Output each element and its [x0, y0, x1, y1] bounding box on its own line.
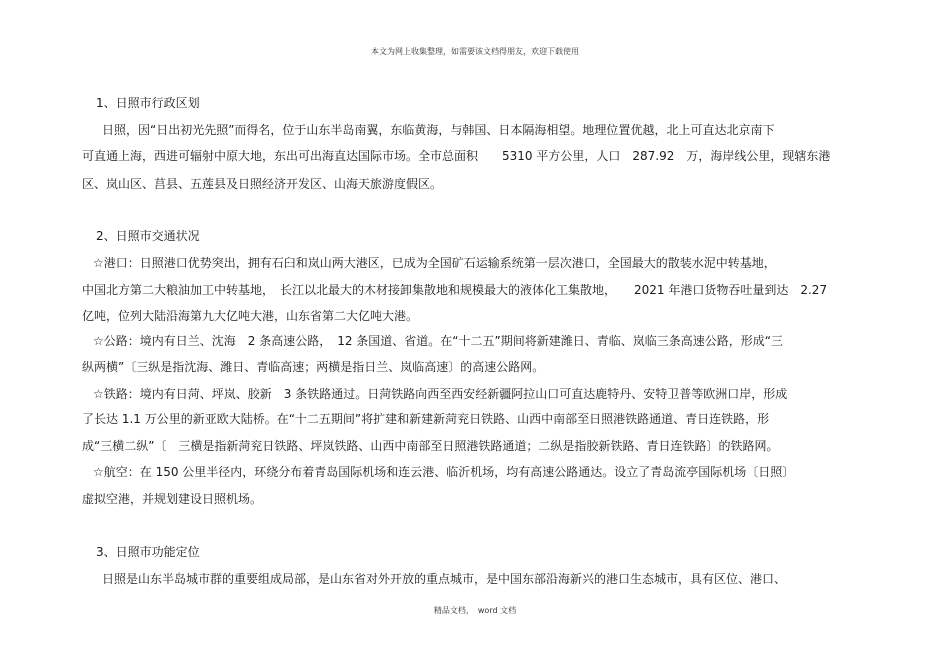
- paragraph-line: 亿吨，位列大陆沿海第九大亿吨大港，山东省第二大亿吨大港。: [82, 309, 419, 323]
- section-heading-admin: 1、日照市行政区划: [96, 96, 200, 110]
- paragraph-line: 可直通上海，西进可辐射中原大地，东出可出海直达国际市场。全市总面积 5310 平方公里，人口 287.92 万，海岸线公里，现辖东港: [82, 149, 831, 163]
- paragraph-line: 日照是山东半岛城市群的重要组成局部，是山东省对外开放的重点城市，是中国东部沿海新兴的港口生态城市，具有区位、港口、: [102, 572, 787, 586]
- paragraph-line: 纵两横”〔三纵是指沈海、潍日、青临高速；两横是指日兰、岚临高速〕的高速公路网。: [82, 360, 545, 374]
- paragraph-line: 区、岚山区、莒县、五莲县及日照经济开发区、山海天旅游度假区。: [82, 177, 443, 191]
- page-header-note: 本文为网上收集整理，如需要该文档得朋友，欢迎下载使用: [371, 47, 579, 56]
- paragraph-line: ☆公路：境内有日兰、沈海 2 条高速公路， 12 条国道、省道。在“十二五”期间将新建潍日、青临、岚临三条高速公路，形成“三: [93, 334, 783, 348]
- section-heading-function: 3、日照市功能定位: [96, 545, 200, 559]
- paragraph-line: ☆港口：日照港口优势突出，拥有石臼和岚山两大港区，已成为全国矿石运输系统第一层次港口，全国最大的散装水泥中转基地，: [93, 256, 776, 270]
- paragraph-line: ☆铁路：境内有日菏、坪岚、胶新 3 条铁路通过。日菏铁路向西至西安经新疆阿拉山口可直达鹿特丹、安特卫普等欧洲口岸，形成: [93, 387, 788, 401]
- paragraph-line: 了长达 1.1 万公里的新亚欧大陆桥。在“十二五期间”将扩建和新建新菏兖日铁路、山西中南部至日照港铁路通道、青日连铁路，形: [82, 412, 770, 426]
- paragraph-line: 成“三横二纵”〔 三横是指新菏兖日铁路、坪岚铁路、山西中南部至日照港铁路通道；二纵是指胶新铁路、青日连铁路〕的铁路网。: [82, 439, 779, 453]
- paragraph-line: 虚拟空港，并规划建设日照机场。: [82, 492, 263, 506]
- page-footer-note: 精品文档， word 文档: [433, 606, 517, 615]
- paragraph-line: ☆航空：在 150 公里半径内，环绕分布着青岛国际机场和连云港、临沂机场，均有高速公路通达。设立了青岛流亭国际机场〔日照〕: [93, 465, 795, 479]
- section-heading-transport: 2、日照市交通状况: [96, 229, 200, 243]
- paragraph-line: 日照，因“日出初光先照”而得名，位于山东半岛南翼，东临黄海，与韩国、日本隔海相望。地理位置优越，北上可直达北京南下: [102, 123, 775, 137]
- paragraph-line: 中国北方第二大粮油加工中转基地， 长江以北最大的木材接卸集散地和规模最大的液体化工集散地， 2021 年港口货物吞吐量到达 2.27: [82, 283, 828, 297]
